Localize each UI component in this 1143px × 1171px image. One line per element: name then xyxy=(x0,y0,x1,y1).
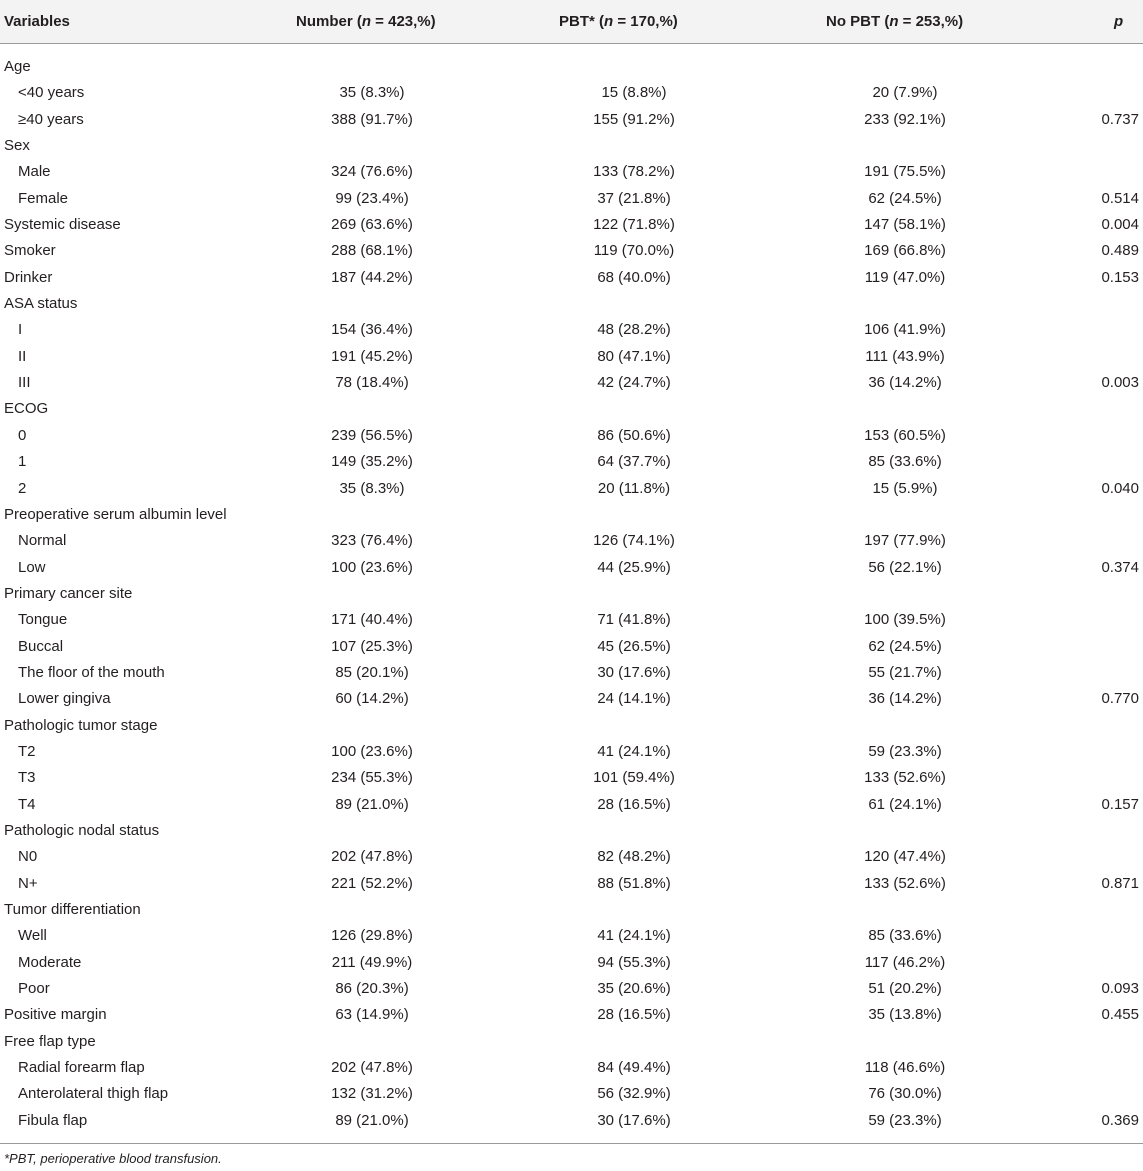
table-row xyxy=(0,765,1143,791)
row-label: N0 xyxy=(18,848,38,866)
cell-number: 221 (52.2%) xyxy=(331,874,413,892)
cell-pbt: 71 (41.8%) xyxy=(597,611,671,629)
cell-pbt: 84 (49.4%) xyxy=(597,1059,671,1077)
row-label: I xyxy=(18,321,23,339)
cell-p-value: 0.040 xyxy=(1101,479,1139,497)
cell-p-value: 0.003 xyxy=(1101,374,1139,392)
cell-pbt: 37 (21.8%) xyxy=(597,189,671,207)
row-label: Fibula flap xyxy=(18,1111,88,1129)
row-label: Primary cancer site xyxy=(4,584,133,602)
row-label: Normal xyxy=(18,532,67,550)
table-row xyxy=(0,449,1143,475)
table-row xyxy=(0,133,1143,159)
table-row xyxy=(0,291,1143,317)
cell-pbt: 42 (24.7%) xyxy=(597,374,671,392)
row-label: N+ xyxy=(18,874,38,892)
cell-pbt: 80 (47.1%) xyxy=(597,347,671,365)
row-label: T3 xyxy=(18,769,36,787)
header-p: p xyxy=(1114,13,1124,30)
cell-p-value: 0.004 xyxy=(1101,216,1139,234)
row-label: Smoker xyxy=(4,242,56,260)
table-row xyxy=(0,660,1143,686)
row-label: 1 xyxy=(18,453,27,471)
cell-no-pbt: 153 (60.5%) xyxy=(864,426,946,444)
row-label: Buccal xyxy=(18,637,64,655)
cell-pbt: 155 (91.2%) xyxy=(593,110,675,128)
cell-no-pbt: 62 (24.5%) xyxy=(868,637,942,655)
cell-no-pbt: 85 (33.6%) xyxy=(868,927,942,945)
table-row xyxy=(0,897,1143,923)
cell-pbt: 86 (50.6%) xyxy=(597,426,671,444)
row-label: Pathologic tumor stage xyxy=(4,716,158,734)
cell-no-pbt: 20 (7.9%) xyxy=(872,84,938,102)
cell-pbt: 94 (55.3%) xyxy=(597,953,671,971)
table-row xyxy=(0,54,1143,80)
cell-pbt: 56 (32.9%) xyxy=(597,1085,671,1103)
cell-number: 63 (14.9%) xyxy=(335,1006,409,1024)
table-row xyxy=(0,818,1143,844)
cell-no-pbt: 147 (58.1%) xyxy=(864,216,946,234)
cell-number: 388 (91.7%) xyxy=(331,110,413,128)
table-row xyxy=(0,923,1143,949)
table-row xyxy=(0,950,1143,976)
table-row xyxy=(0,238,1143,264)
table-row xyxy=(0,423,1143,449)
cell-no-pbt: 191 (75.5%) xyxy=(864,163,946,181)
cell-number: 269 (63.6%) xyxy=(331,216,413,234)
cell-pbt: 133 (78.2%) xyxy=(593,163,675,181)
cell-pbt: 48 (28.2%) xyxy=(597,321,671,339)
table-row xyxy=(0,1108,1143,1134)
row-label: II xyxy=(18,347,27,365)
cell-number: 202 (47.8%) xyxy=(331,1059,413,1077)
cell-pbt: 68 (40.0%) xyxy=(597,268,671,286)
row-label: Male xyxy=(18,163,51,181)
row-label: Radial forearm flap xyxy=(18,1059,145,1077)
row-label: Female xyxy=(18,189,69,207)
row-label: ≥40 years xyxy=(18,110,84,128)
row-label: Tongue xyxy=(18,611,68,629)
cell-no-pbt: 15 (5.9%) xyxy=(872,479,938,497)
cell-no-pbt: 106 (41.9%) xyxy=(864,321,946,339)
cell-number: 107 (25.3%) xyxy=(331,637,413,655)
cell-p-value: 0.157 xyxy=(1101,795,1139,813)
cell-no-pbt: 61 (24.1%) xyxy=(868,795,942,813)
cell-pbt: 15 (8.8%) xyxy=(601,84,667,102)
table-footnote: *PBT, perioperative blood transfusion. xyxy=(4,1151,222,1166)
table-row xyxy=(0,976,1143,1002)
cell-pbt: 88 (51.8%) xyxy=(597,874,671,892)
cell-number: 85 (20.1%) xyxy=(335,663,409,681)
cell-number: 132 (31.2%) xyxy=(331,1085,413,1103)
cell-number: 234 (55.3%) xyxy=(331,769,413,787)
cell-number: 100 (23.6%) xyxy=(331,742,413,760)
table-row xyxy=(0,396,1143,422)
cell-no-pbt: 120 (47.4%) xyxy=(864,848,946,866)
cell-number: 78 (18.4%) xyxy=(335,374,409,392)
cell-pbt: 35 (20.6%) xyxy=(597,980,671,998)
table-row xyxy=(0,1055,1143,1081)
table-row xyxy=(0,1002,1143,1028)
cell-p-value: 0.871 xyxy=(1101,874,1139,892)
table-row xyxy=(0,370,1143,396)
row-label: 0 xyxy=(18,426,27,444)
header-variables: Variables xyxy=(4,13,70,30)
cell-number: 60 (14.2%) xyxy=(335,690,409,708)
table-row xyxy=(0,159,1143,185)
cell-no-pbt: 118 (46.6%) xyxy=(864,1059,946,1077)
cell-no-pbt: 100 (39.5%) xyxy=(864,611,946,629)
cell-no-pbt: 111 (43.9%) xyxy=(865,347,945,365)
cell-pbt: 122 (71.8%) xyxy=(593,216,675,234)
table-row xyxy=(0,107,1143,133)
cell-p-value: 0.737 xyxy=(1101,110,1139,128)
table-row xyxy=(0,265,1143,291)
table-row xyxy=(0,1029,1143,1055)
cell-number: 86 (20.3%) xyxy=(335,980,409,998)
table-row xyxy=(0,739,1143,765)
cell-no-pbt: 35 (13.8%) xyxy=(868,1006,942,1024)
row-label: <40 years xyxy=(18,84,85,102)
row-label: T2 xyxy=(18,742,36,760)
cell-p-value: 0.153 xyxy=(1101,268,1139,286)
table-row xyxy=(0,476,1143,502)
cell-pbt: 28 (16.5%) xyxy=(597,1006,671,1024)
cell-pbt: 30 (17.6%) xyxy=(597,663,671,681)
cell-no-pbt: 233 (92.1%) xyxy=(864,110,946,128)
cell-no-pbt: 85 (33.6%) xyxy=(868,453,942,471)
cell-pbt: 45 (26.5%) xyxy=(597,637,671,655)
cell-no-pbt: 169 (66.8%) xyxy=(864,242,946,260)
cell-number: 35 (8.3%) xyxy=(339,479,405,497)
cell-pbt: 64 (37.7%) xyxy=(597,453,671,471)
cell-pbt: 24 (14.1%) xyxy=(597,690,671,708)
cell-number: 239 (56.5%) xyxy=(331,426,413,444)
cell-no-pbt: 119 (47.0%) xyxy=(864,268,946,286)
cell-number: 211 (49.9%) xyxy=(331,953,413,971)
table-row xyxy=(0,212,1143,238)
cell-number: 288 (68.1%) xyxy=(331,242,413,260)
cell-number: 324 (76.6%) xyxy=(331,163,413,181)
table-row xyxy=(0,555,1143,581)
table-row xyxy=(0,581,1143,607)
table-row xyxy=(0,844,1143,870)
cell-pbt: 119 (70.0%) xyxy=(593,242,675,260)
cell-number: 149 (35.2%) xyxy=(331,453,413,471)
cell-no-pbt: 197 (77.9%) xyxy=(864,532,946,550)
cell-p-value: 0.455 xyxy=(1101,1006,1139,1024)
cell-number: 171 (40.4%) xyxy=(331,611,413,629)
header-no-pbt: No PBT (n = 253,%) xyxy=(826,13,964,30)
cell-number: 99 (23.4%) xyxy=(335,189,409,207)
table-header xyxy=(0,0,1143,44)
row-label: Positive margin xyxy=(4,1006,107,1024)
table-row xyxy=(0,528,1143,554)
row-label: Systemic disease xyxy=(4,216,121,234)
cell-no-pbt: 133 (52.6%) xyxy=(864,874,946,892)
cell-p-value: 0.770 xyxy=(1101,690,1139,708)
row-label: ASA status xyxy=(4,295,78,313)
table-bottom-rule xyxy=(0,1143,1143,1144)
cell-number: 89 (21.0%) xyxy=(335,1111,409,1129)
cell-p-value: 0.093 xyxy=(1101,980,1139,998)
cell-number: 191 (45.2%) xyxy=(331,347,413,365)
cell-number: 154 (36.4%) xyxy=(331,321,413,339)
cell-number: 126 (29.8%) xyxy=(331,927,413,945)
cell-no-pbt: 117 (46.2%) xyxy=(864,953,946,971)
cell-number: 35 (8.3%) xyxy=(339,84,405,102)
cell-number: 100 (23.6%) xyxy=(331,558,413,576)
table-row xyxy=(0,1081,1143,1107)
cell-no-pbt: 56 (22.1%) xyxy=(868,558,942,576)
row-label: Drinker xyxy=(4,268,53,286)
cell-no-pbt: 133 (52.6%) xyxy=(864,769,946,787)
table-body xyxy=(0,54,1143,1134)
cell-number: 89 (21.0%) xyxy=(335,795,409,813)
table-row xyxy=(0,634,1143,660)
header-pbt: PBT* (n = 170,%) xyxy=(559,13,678,30)
cell-p-value: 0.374 xyxy=(1101,558,1139,576)
cell-number: 187 (44.2%) xyxy=(331,268,413,286)
row-label: Preoperative serum albumin level xyxy=(4,505,227,523)
row-label: 2 xyxy=(18,479,27,497)
row-label: The floor of the mouth xyxy=(18,663,165,681)
cell-pbt: 28 (16.5%) xyxy=(597,795,671,813)
row-label: T4 xyxy=(18,795,36,813)
cell-no-pbt: 76 (30.0%) xyxy=(868,1085,942,1103)
cell-no-pbt: 36 (14.2%) xyxy=(868,690,942,708)
table-row xyxy=(0,792,1143,818)
cell-pbt: 82 (48.2%) xyxy=(597,848,671,866)
cell-pbt: 30 (17.6%) xyxy=(597,1111,671,1129)
row-label: Tumor differentiation xyxy=(4,901,141,918)
table-row xyxy=(0,186,1143,212)
row-label: Pathologic nodal status xyxy=(4,821,160,839)
cell-number: 323 (76.4%) xyxy=(331,532,413,550)
table-row xyxy=(0,80,1143,106)
cell-number: 202 (47.8%) xyxy=(331,848,413,866)
cell-no-pbt: 55 (21.7%) xyxy=(868,663,942,681)
cell-pbt: 41 (24.1%) xyxy=(597,927,671,945)
row-label: Sex xyxy=(4,137,30,155)
cell-no-pbt: 59 (23.3%) xyxy=(868,742,942,760)
row-label: Poor xyxy=(18,980,50,998)
table-row xyxy=(0,686,1143,712)
cell-no-pbt: 59 (23.3%) xyxy=(868,1111,942,1129)
cell-p-value: 0.489 xyxy=(1101,242,1139,260)
table-row xyxy=(0,317,1143,343)
row-label: Well xyxy=(18,927,47,945)
row-label: Free flap type xyxy=(4,1032,96,1050)
table-row xyxy=(0,713,1143,739)
cell-no-pbt: 36 (14.2%) xyxy=(868,374,942,392)
row-label: ECOG xyxy=(4,400,49,418)
cell-pbt: 20 (11.8%) xyxy=(597,479,671,497)
table-row xyxy=(0,871,1143,897)
cell-pbt: 101 (59.4%) xyxy=(593,769,675,787)
cell-p-value: 0.369 xyxy=(1101,1111,1139,1129)
row-label: Lower gingiva xyxy=(18,690,111,708)
row-label: Low xyxy=(18,558,46,576)
cell-pbt: 126 (74.1%) xyxy=(593,532,675,550)
table-row xyxy=(0,607,1143,633)
header-number: Number (n = 423,%) xyxy=(296,13,436,30)
cell-p-value: 0.514 xyxy=(1101,189,1139,207)
cell-no-pbt: 62 (24.5%) xyxy=(868,189,942,207)
row-label: III xyxy=(18,374,31,392)
cell-no-pbt: 51 (20.2%) xyxy=(868,980,942,998)
table-row xyxy=(0,344,1143,370)
table-row xyxy=(0,502,1143,528)
cell-pbt: 41 (24.1%) xyxy=(597,742,671,760)
row-label: Age xyxy=(4,58,31,75)
cell-pbt: 44 (25.9%) xyxy=(597,558,671,576)
row-label: Anterolateral thigh flap xyxy=(18,1085,169,1103)
row-label: Moderate xyxy=(18,953,82,971)
